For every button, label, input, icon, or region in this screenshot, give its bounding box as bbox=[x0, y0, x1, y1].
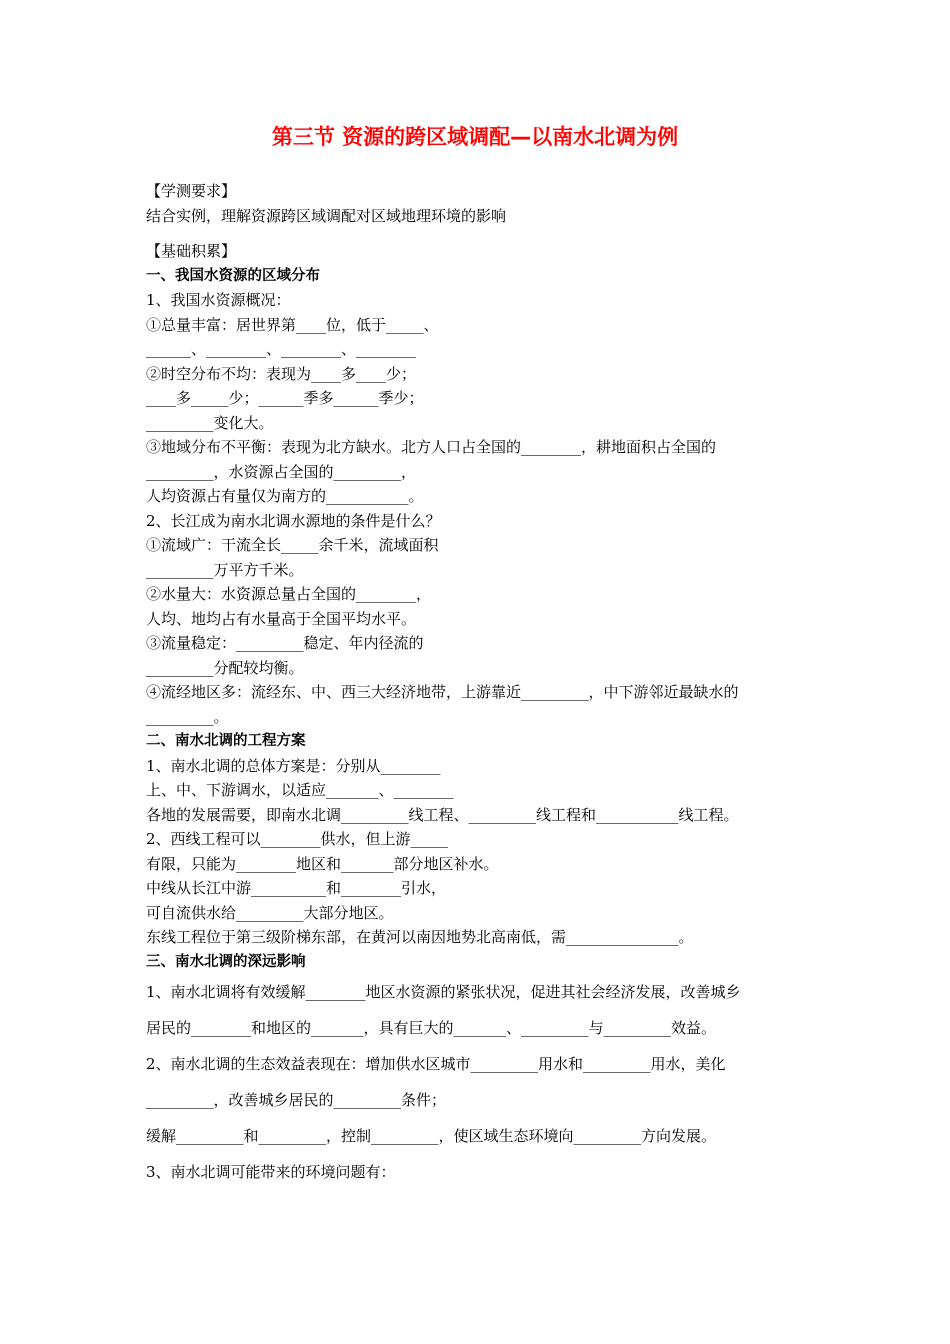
text-line: 3、南水北调可能带来的环境问题有： bbox=[146, 1163, 396, 1181]
text-line: 人均、地均占有水量高于全国平均水平。 bbox=[146, 609, 417, 628]
text-line: 人均资源占有量仅为南方的___________。 bbox=[146, 487, 424, 505]
text-line: ______、________、________、________ bbox=[146, 340, 417, 358]
text-line: ③地域分布不平衡：表现为北方缺水。北方人口占全国的________，耕地面积占全国的 bbox=[146, 438, 717, 456]
text-line: 【学测要求】 bbox=[146, 182, 237, 200]
text-line: _________，改善城乡居民的_________条件； bbox=[146, 1091, 447, 1109]
worksheet-body bbox=[146, 179, 826, 1190]
text-line: 各地的发展需要，即南水北调_________线工程、_________线工程和___________线工程。 bbox=[146, 805, 739, 824]
text-line: _________变化大。 bbox=[146, 413, 274, 432]
text-line: 居民的________和地区的_______，具有巨大的_______、_________与_________效益。 bbox=[146, 1019, 717, 1037]
text-line: 1、南水北调的总体方案是：分别从________ bbox=[146, 756, 441, 775]
text-line: ②时空分布不均：表现为____多____少； bbox=[146, 364, 417, 383]
text-line: _________万平方千米。 bbox=[146, 560, 304, 579]
text-line: ④流经地区多：流经东、中、西三大经济地带，上游靠近_________，中下游邻近最缺水的 bbox=[146, 683, 739, 701]
text-line: 可自流供水给_________大部分地区。 bbox=[146, 903, 394, 922]
text-line: 2、南水北调的生态效益表现在：增加供水区城市_________用水和_________用水，美化 bbox=[146, 1055, 726, 1073]
spacer bbox=[146, 228, 826, 239]
text-line: _________分配较均衡。 bbox=[146, 658, 304, 677]
section-heading: 一、我国水资源的区域分布 bbox=[146, 267, 320, 284]
text-line: _________，水资源占全国的_________， bbox=[146, 462, 417, 481]
text-line: 缓解_________和_________，控制_________，使区域生态环境向_________方向发展。 bbox=[146, 1127, 717, 1145]
text-line: 1、我国水资源概况： bbox=[146, 291, 291, 309]
text-line: ①总量丰富：居世界第____位，低于_____、 bbox=[146, 315, 439, 334]
text-line: 结合实例，理解资源跨区域调配对区域地理环境的影响 bbox=[146, 206, 507, 225]
text-line: 上、中、下游调水，以适应_______、________ bbox=[146, 781, 454, 799]
text-line: 有限，只能为________地区和_______部分地区补水。 bbox=[146, 854, 499, 873]
text-line: 2、西线工程可以________供水，但上游_____ bbox=[146, 830, 449, 848]
text-line: ③流量稳定：_________稳定、年内径流的 bbox=[146, 634, 424, 652]
text-line: 【基础积累】 bbox=[146, 242, 237, 260]
section-heading: 三、南水北调的深远影响 bbox=[146, 953, 306, 970]
page-title: 第三节 资源的跨区域调配—以南水北调为例 bbox=[271, 125, 679, 149]
text-line: ②水量大：水资源总量占全国的________， bbox=[146, 585, 432, 603]
text-line: 1、南水北调将有效缓解________地区水资源的紧张状况，促进其社会经济发展，改善城乡 bbox=[146, 983, 741, 1001]
text-line: ____多_____少；______季多______季少； bbox=[146, 389, 424, 407]
text-line: 2、长江成为南水北调水源地的条件是什么？ bbox=[146, 511, 441, 530]
text-line: 中线从长江中游__________和________引水， bbox=[146, 879, 447, 897]
text-line: ①流域广：干流全长_____余千米，流域面积 bbox=[146, 536, 439, 554]
section-heading: 二、南水北调的工程方案 bbox=[146, 733, 306, 749]
text-line: 东线工程位于第三级阶梯东部，在黄河以南因地势北高南低，需_______________。 bbox=[146, 928, 694, 946]
text-line: _________。 bbox=[146, 707, 229, 726]
